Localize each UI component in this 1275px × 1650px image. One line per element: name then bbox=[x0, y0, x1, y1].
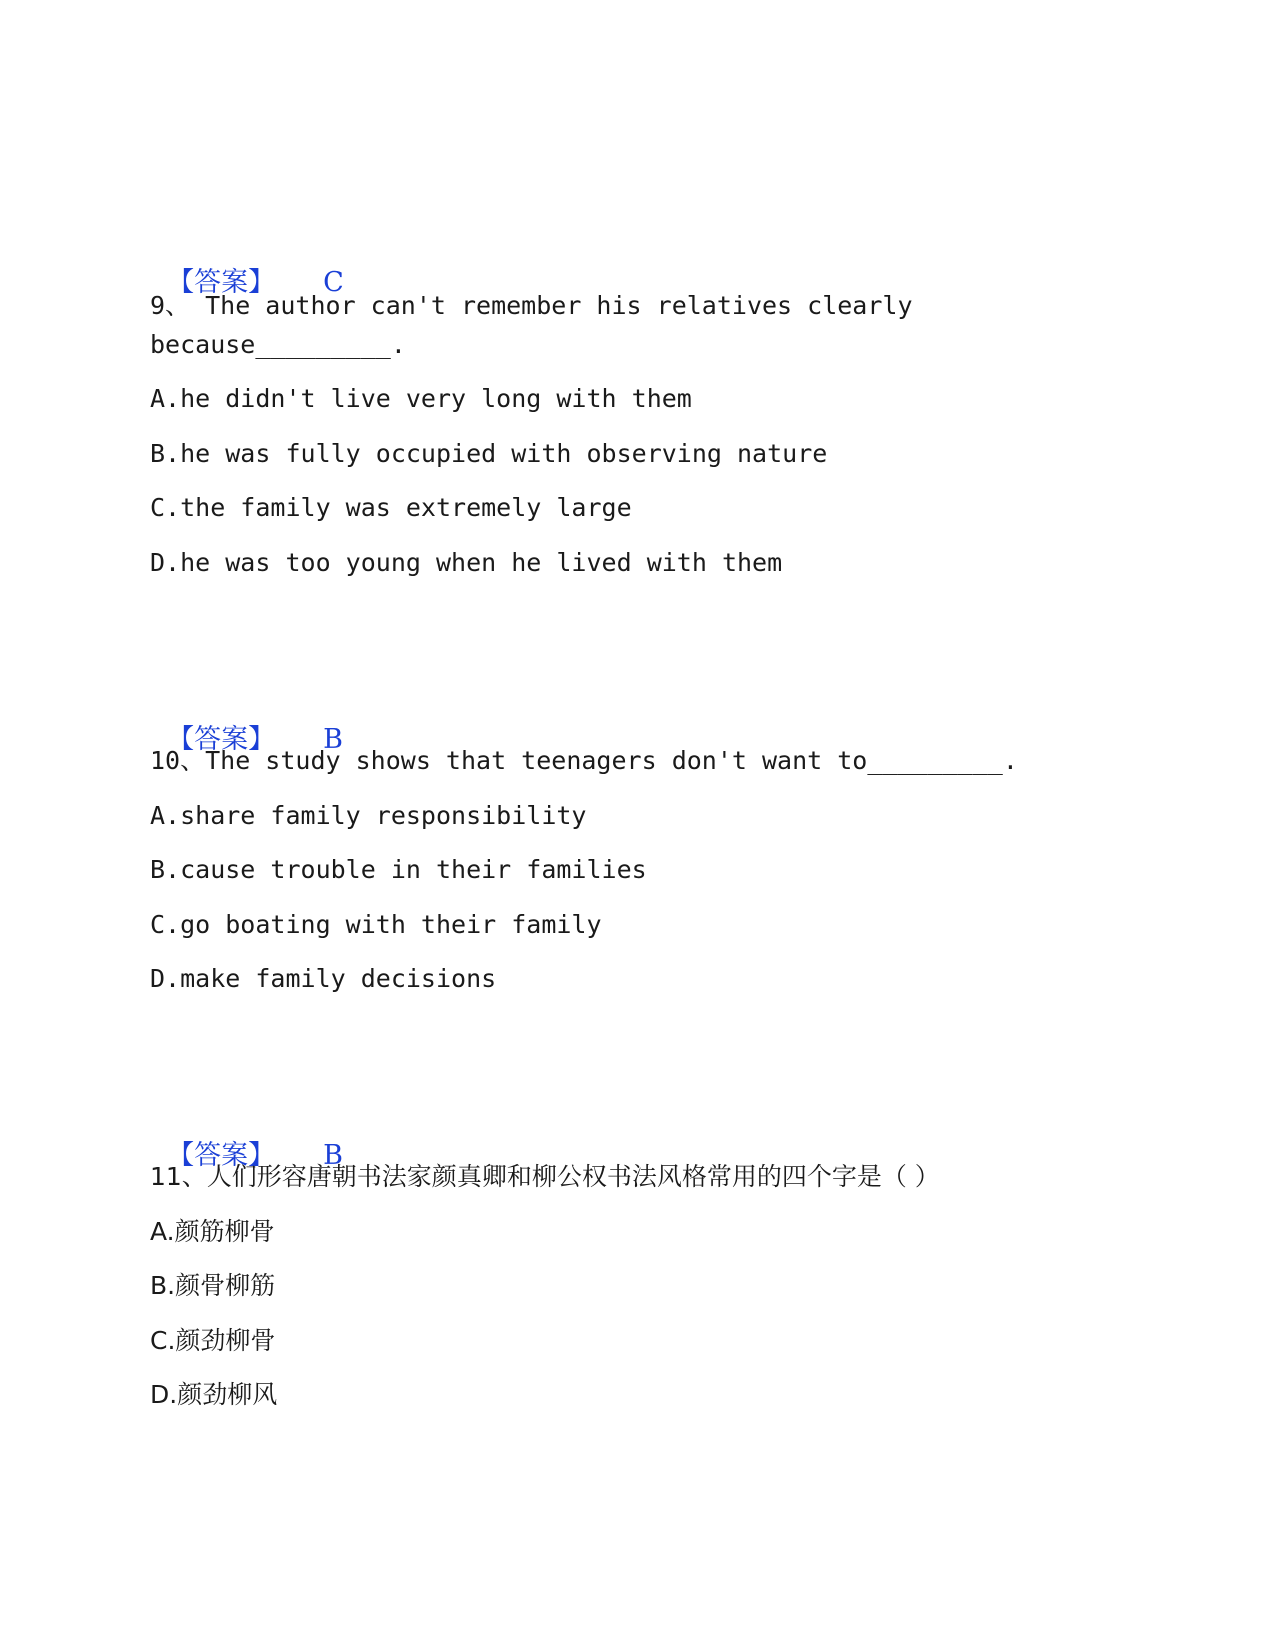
q11-option-d: D.颜劲柳风 bbox=[150, 1380, 278, 1409]
q9-option-a: A.he didn't live very long with them bbox=[150, 384, 692, 413]
q10-option-a: A.share family responsibility bbox=[150, 801, 587, 830]
q9-option-b: B.he was fully occupied with observing nature bbox=[150, 439, 828, 468]
q9-option-d: D.he was too young when he lived with them bbox=[150, 548, 783, 577]
q11-option-c: C.颜劲柳骨 bbox=[150, 1326, 276, 1355]
q10-option-c: C.go boating with their family bbox=[150, 910, 602, 939]
q9-stem-line2: because_________. bbox=[150, 330, 406, 359]
answer-value: B bbox=[323, 1140, 344, 1171]
answer-label: 【答案】 bbox=[167, 267, 276, 298]
q10-stem: 10、The study shows that teenagers don't want to_________. bbox=[150, 746, 1018, 775]
q9-stem-line1: 9、 The author can't remember his relatives clearly bbox=[150, 291, 913, 320]
answer-label: 【答案】 bbox=[167, 724, 276, 755]
q11-option-b: B.颜骨柳筋 bbox=[150, 1271, 276, 1300]
q11-option-a: A.颜筋柳骨 bbox=[150, 1217, 275, 1246]
q11-stem: 11、人们形容唐朝书法家颜真卿和柳公权书法风格常用的四个字是（ ） bbox=[150, 1162, 940, 1191]
answer-value: C bbox=[323, 267, 344, 298]
q10-option-d: D.make family decisions bbox=[150, 964, 497, 993]
answer-label: 【答案】 bbox=[167, 1140, 276, 1171]
answer-value: B bbox=[323, 724, 344, 755]
q10-option-b: B.cause trouble in their families bbox=[150, 855, 647, 884]
q9-option-c: C.the family was extremely large bbox=[150, 493, 632, 522]
